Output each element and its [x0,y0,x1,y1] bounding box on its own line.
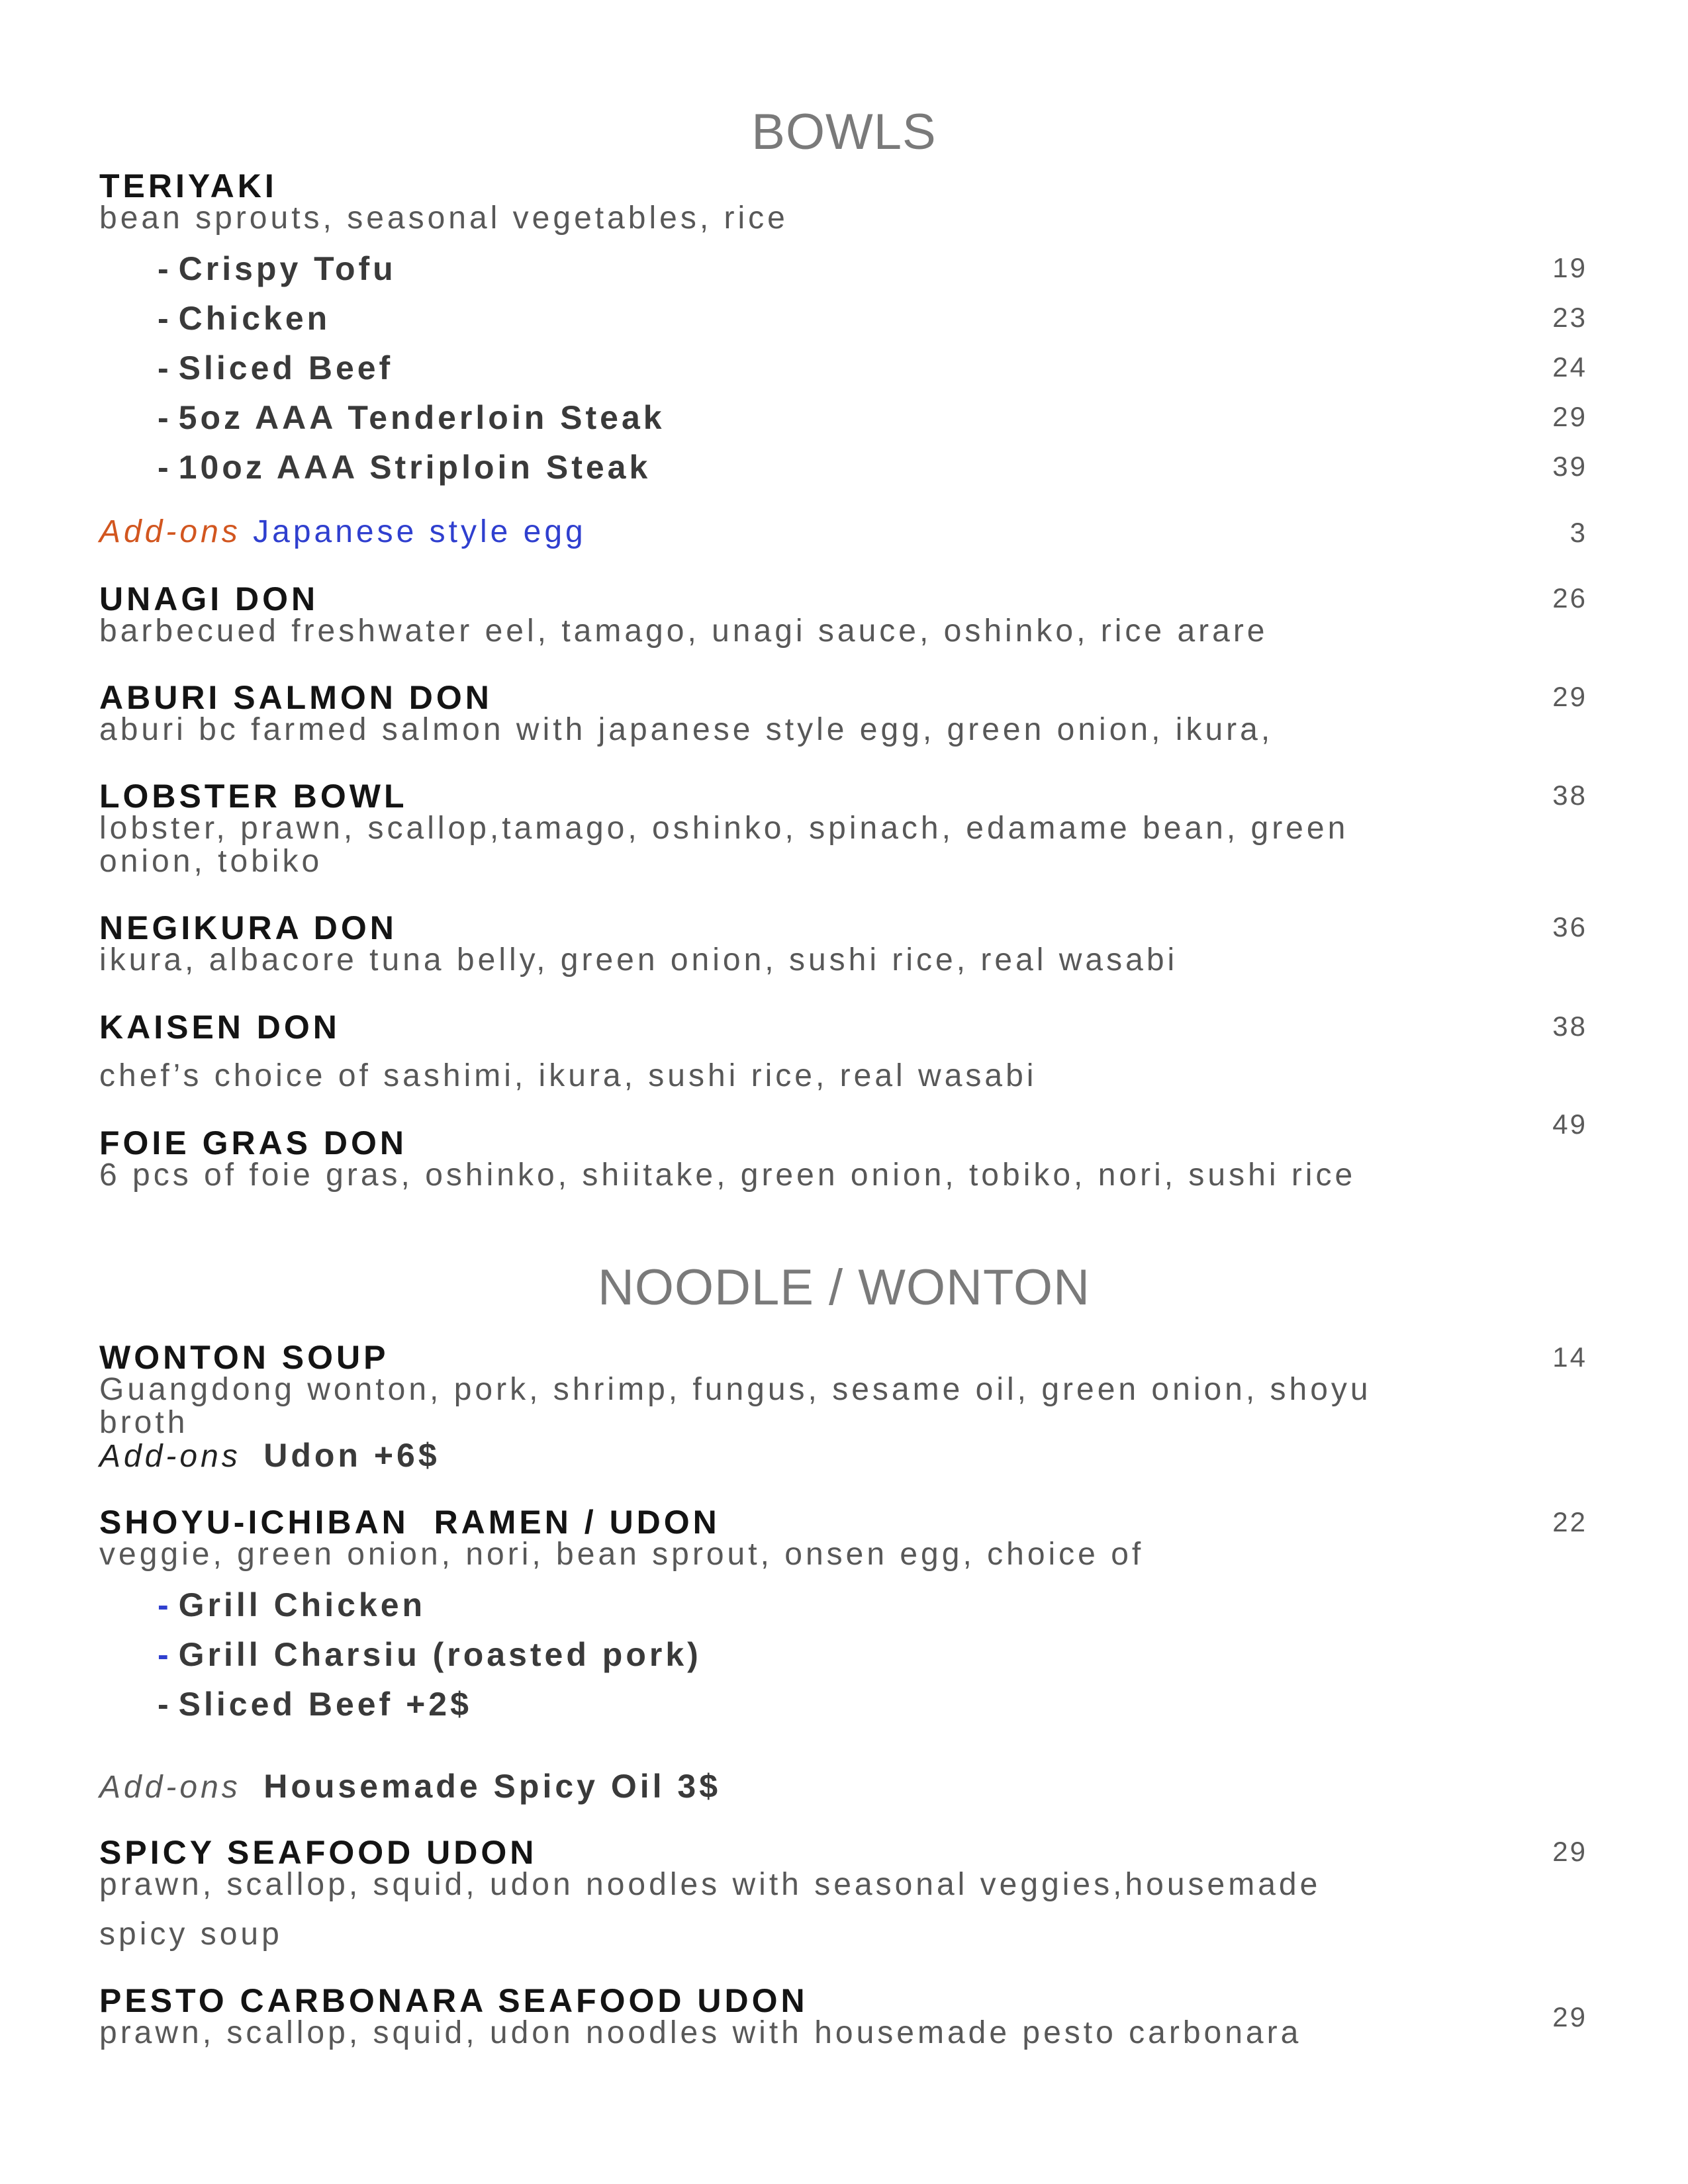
teriyaki-option-price: 24 [1552,351,1587,383]
teriyaki-option: - Crispy Tofu [158,250,397,287]
item-desc-unagi-don: barbecued freshwater eel, tamago, unagi sauce, oshinko, rice arare [99,614,1268,649]
item-desc-teriyaki: bean sprouts, seasonal vegetables, rice [99,201,788,236]
item-name-unagi-don: UNAGI DON [99,580,319,617]
teriyaki-option-price: 19 [1552,252,1587,283]
item-price-spicy-seafood-udon: 29 [1552,1836,1587,1867]
addons-label: Add-ons [99,1770,241,1805]
item-price-foie-gras-don: 49 [1552,1109,1587,1140]
section-title-noodle-wonton: NOODLE / WONTON [597,1259,1091,1316]
item-name-pesto-carbonara-seafood-udon: PESTO CARBONARA SEAFOOD UDON [99,1982,808,2019]
item-desc-lobster-bowl: lobster, prawn, scallop,tamago, oshinko, spinach, edamame bean, green [99,811,1349,846]
item-name-teriyaki: TERIYAKI [99,167,277,205]
addons-label: Add-ons [99,514,241,549]
item-price-wonton-soup: 14 [1552,1342,1587,1373]
item-desc-foie-gras-don: 6 pcs of foie gras, oshinko, shiitake, green onion, tobiko, nori, sushi rice [99,1158,1356,1193]
teriyaki-option: - 10oz AAA Striploin Steak [158,449,651,486]
item-desc-aburi-salmon-don: aburi bc farmed salmon with japanese style egg, green onion, ikura, [99,712,1274,747]
item-name-negikura-don: NEGIKURA DON [99,909,397,946]
item-price-pesto-carbonara-seafood-udon: 29 [1552,2001,1587,2032]
teriyaki-option-price: 29 [1552,401,1587,432]
item-price-kaisen-don: 38 [1552,1011,1587,1042]
teriyaki-option-price: 39 [1552,451,1587,482]
item-name-shoyu-ichiban: SHOYU-ICHIBAN RAMEN / UDON [99,1504,720,1541]
shoyu-option: - Grill Chicken [158,1586,426,1623]
item-price-shoyu-ichiban: 22 [1552,1506,1587,1537]
item-price-unagi-don: 26 [1552,582,1587,614]
item-name-foie-gras-don: FOIE GRAS DON [99,1124,408,1161]
shoyu-option: - Grill Charsiu (roasted pork) [158,1636,702,1673]
item-name-lobster-bowl: LOBSTER BOWL [99,778,408,815]
addons-item: Udon +6$ [263,1437,440,1474]
item-name-kaisen-don: KAISEN DON [99,1009,340,1046]
addons-price: 3 [1570,517,1587,548]
item-name-aburi-salmon-don: ABURI SALMON DON [99,679,492,716]
item-desc-wonton-soup-cont: broth [99,1405,189,1440]
item-desc-spicy-seafood-udon-cont: spicy soup [99,1917,283,1952]
teriyaki-option: - Chicken [158,300,331,337]
item-name-wonton-soup: WONTON SOUP [99,1339,389,1376]
teriyaki-option-price: 23 [1552,302,1587,333]
item-desc-spicy-seafood-udon: prawn, scallop, squid, udon noodles with seasonal veggies,housemade [99,1867,1321,1902]
item-name-spicy-seafood-udon: SPICY SEAFOOD UDON [99,1834,538,1871]
addons-label: Add-ons [99,1439,241,1474]
item-price-negikura-don: 36 [1552,911,1587,942]
wonton-addons [99,1436,440,1475]
item-price-aburi-salmon-don: 29 [1552,681,1587,712]
item-price-lobster-bowl: 38 [1552,780,1587,811]
item-desc-wonton-soup: Guangdong wonton, pork, shrimp, fungus, sesame oil, green onion, shoyu [99,1372,1372,1407]
item-desc-kaisen-don: chef’s choice of sashimi, ikura, sushi rice, real wasabi [99,1058,1037,1093]
item-desc-shoyu-ichiban: veggie, green onion, nori, bean sprout, onsen egg, choice of [99,1537,1145,1572]
addons-item: Housemade Spicy Oil 3$ [263,1768,722,1805]
teriyaki-option: - Sliced Beef [158,349,394,387]
section-title-bowls: BOWLS [751,104,937,160]
shoyu-option: - Sliced Beef +2$ [158,1686,472,1723]
item-desc-negikura-don: ikura, albacore tuna belly, green onion, sushi rice, real wasabi [99,942,1178,978]
shoyu-addons [99,1767,721,1805]
item-desc-pesto-carbonara-seafood-udon: prawn, scallop, squid, udon noodles with housemade pesto carbonara [99,2015,1302,2050]
item-desc-lobster-bowl-cont: onion, tobiko [99,844,323,879]
teriyaki-option: - 5oz AAA Tenderloin Steak [158,399,665,436]
teriyaki-addons [99,514,586,550]
addons-item: Japanese style egg [253,514,586,549]
